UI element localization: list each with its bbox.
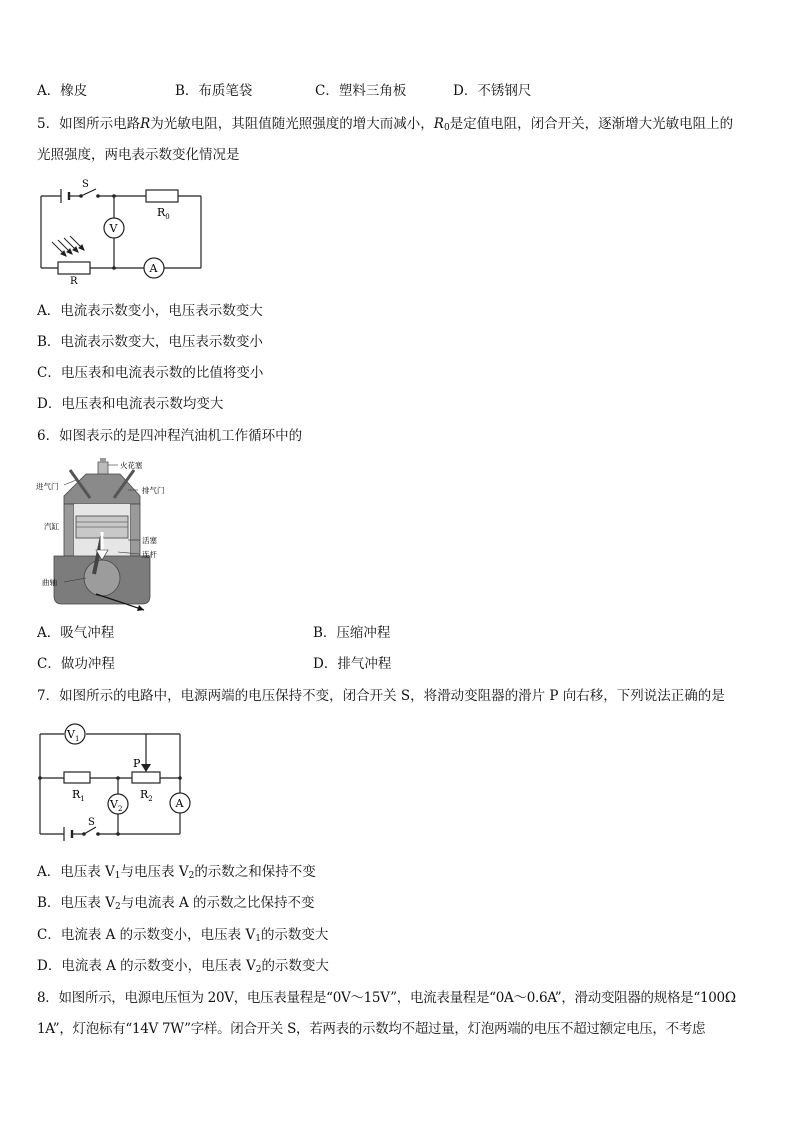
q6-option-d: D．排气冲程 (313, 656, 392, 672)
q6-option-b: B．压缩冲程 (313, 625, 391, 641)
q5-label-s: S (82, 179, 89, 190)
q7-stem: 7．如图所示的电路中，电源两端的电压保持不变，闭合开关 S，将滑动变阻器的滑片 P 向右移，下列说法正确的是 (37, 688, 725, 704)
q6-option-c: C．做功冲程 (37, 656, 115, 672)
q7-label-v2: $V_2$ (110, 798, 123, 813)
q7-label-a: A (175, 797, 184, 810)
q7-option-d: D．电流表 A 的示数变小，电压表 $V_2$的示数变大 (37, 958, 329, 975)
q7-label-p: P (133, 757, 141, 770)
q5-label-a: A (149, 262, 158, 275)
q6-label-exhaust: 排气门 (142, 486, 165, 495)
q5-stem-r0-sub: 0 (443, 123, 450, 133)
switch-icon (82, 827, 100, 836)
light-arrows-icon (52, 236, 84, 256)
resistor-r1-icon (64, 772, 90, 783)
q5-label-r: R (70, 276, 78, 286)
q7-label-r1: $R_1$ (72, 788, 85, 803)
rotation-arrow-icon (137, 605, 144, 611)
q5-option-b: B．电流表示数变大，电压表示数变小 (37, 334, 263, 350)
q5-stem-b: 为光敏电阻，其阻值随光照强度的增大而减小， (150, 116, 434, 132)
switch-icon (79, 189, 100, 198)
battery-icon (61, 189, 69, 203)
q6-label-rod: 连杆 (142, 550, 157, 559)
q6-engine-figure (36, 456, 166, 616)
q6-label-crank: 曲轴 (42, 578, 57, 587)
q7-circuit-figure (36, 722, 196, 846)
q5-stem-r0: R (433, 116, 444, 132)
q5-stem (37, 115, 733, 137)
q5-stem-r: R (140, 116, 151, 132)
q5-stem-a: 5．如图所示电路 (37, 116, 141, 132)
q7-label-s: S (88, 817, 95, 828)
q6-label-cylinder: 汽缸 (44, 522, 59, 531)
q7-option-b: B．电压表 $V_2$与电流表 A 的示数之比保持不变 (37, 895, 315, 912)
q7-option-c: C．电流表 A 的示数变小，电压表 $V_1$的示数变大 (37, 927, 329, 944)
q4-option-c: C．塑料三角板 (315, 83, 407, 99)
crankshaft-icon (84, 560, 120, 596)
q6-label-intake: 进气门 (36, 482, 59, 491)
q7-option-a: A．电压表 $V_1$与电压表 $V_2$的示数之和保持不变 (37, 864, 316, 881)
q5-option-d: D．电压表和电流表示数均变大 (37, 396, 224, 412)
q5-stem-line2: 光照强度，两电表示数变化情况是 (37, 147, 240, 163)
q5-label-r0: $R_0$ (157, 206, 170, 221)
photoresistor-icon (58, 262, 90, 274)
q5-stem-c: 是定值电阻，闭合开关，逐渐增大光敏电阻上的 (449, 116, 734, 132)
q7-label-v1: $V_1$ (67, 728, 80, 743)
q8-line1: 8．如图所示，电源电压恒为 20V，电压表量程是“0V～15V”，电流表量程是“0A～0.6A”，滑动变阻器的规格是“100Ω (37, 990, 736, 1006)
q5-option-a: A．电流表示数变小，电压表示数变大 (37, 303, 263, 319)
slider-arrow-icon (141, 764, 151, 772)
q6-option-a: A．吸气冲程 (37, 625, 115, 641)
q8-line2: 1A”，灯泡标有“14V 7W”字样。闭合开关 S，若两表的示数均不超过量，灯泡两端的电压不超过额定电压，不考虑 (37, 1021, 706, 1037)
q5-circuit-figure (36, 176, 206, 286)
q5-label-v: V (109, 222, 118, 235)
q7-label-r2: $R_2$ (140, 788, 153, 803)
battery-icon (64, 827, 72, 841)
rheostat-r2-icon (132, 772, 160, 783)
q6-label-spark: 火花塞 (120, 461, 143, 470)
q5-option-c: C．电压表和电流表示数的比值将变小 (37, 365, 264, 381)
q4-option-d: D．不锈钢尺 (453, 83, 532, 99)
resistor-r0-icon (146, 190, 178, 202)
q6-stem: 6．如图表示的是四冲程汽油机工作循环中的 (37, 428, 303, 444)
q4-option-a: A．橡皮 (37, 83, 88, 99)
q4-option-b: B．布质笔袋 (175, 83, 253, 99)
q6-label-piston: 活塞 (142, 536, 157, 545)
